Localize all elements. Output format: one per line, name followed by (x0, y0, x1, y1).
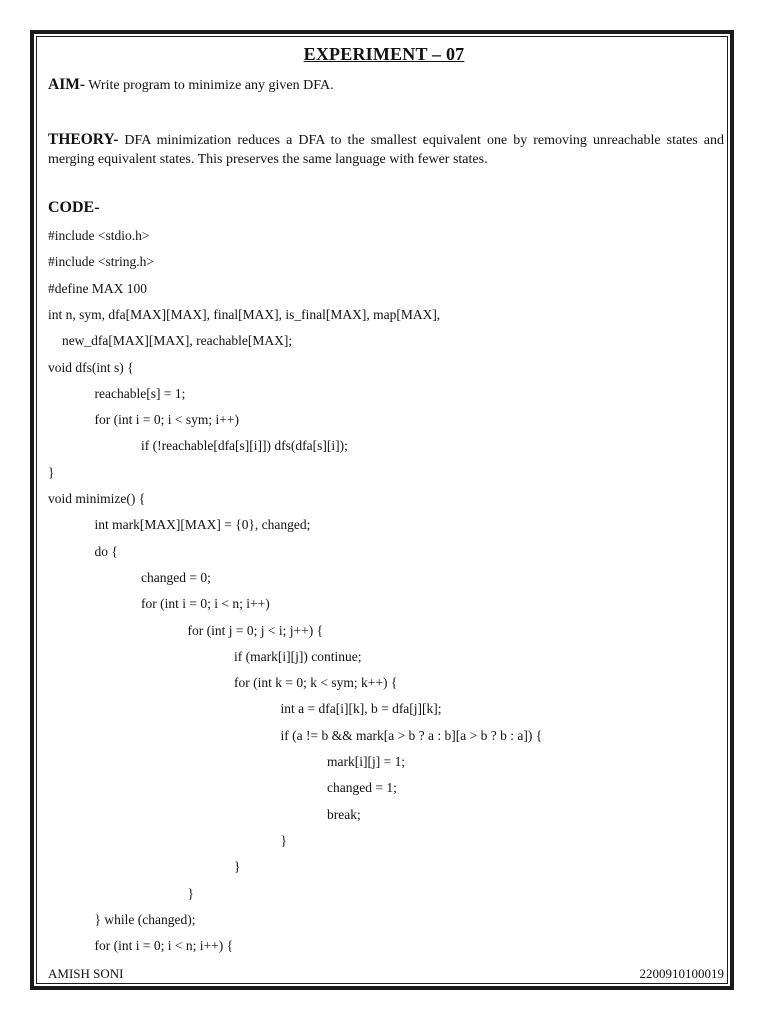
code-line: for (int i = 0; i < n; i++) { (94, 938, 234, 954)
code-line: } (280, 832, 287, 848)
code-line: changed = 0; (141, 569, 211, 585)
code-line: mark[i][j] = 1; (327, 754, 406, 769)
code-line: } (187, 885, 194, 901)
code-line: int a = dfa[i][k], b = dfa[j][k]; (280, 701, 442, 717)
experiment-title: EXPERIMENT – 07 (303, 44, 465, 64)
code-line: for (int i = 0; i < sym; i++) (94, 412, 239, 428)
code-line: do { (94, 543, 118, 559)
theory-label: THEORY- (48, 131, 119, 148)
code-line: } (234, 859, 241, 875)
code-line: for (int j = 0; j < i; j++) { (187, 622, 324, 638)
aim-text: Write program to minimize any given DFA. (85, 78, 334, 93)
theory-section (48, 130, 724, 169)
code-line: if (!reachable[dfa[s][i]]) dfs(dfa[s][i]); (141, 438, 348, 454)
code-line: for (int k = 0; k < sym; k++) { (234, 675, 398, 691)
roll-number: 2200910100019 (639, 966, 724, 981)
theory-text: DFA minimization reduces a DFA to the smallest equivalent one by removing unreachable states and merging equivalent states. This preserves the same language with fewer states. (48, 133, 724, 167)
code-line: new_dfa[MAX][MAX], reachable[MAX]; (61, 333, 293, 349)
code-line: for (int i = 0; i < n; i++) (141, 596, 270, 612)
code-line: break; (327, 806, 361, 822)
code-line: } (48, 464, 55, 480)
page-inner-border (36, 36, 728, 984)
code-line: void minimize() { (48, 491, 146, 506)
code-line: if (mark[i][j]) continue; (234, 648, 362, 664)
author-name: AMISH SONI (48, 966, 124, 981)
code-line: #include <stdio.h> (48, 228, 150, 243)
aim-section (48, 75, 724, 95)
code-line: int mark[MAX][MAX] = {0}, changed; (94, 517, 311, 533)
aim-label: AIM- (48, 76, 86, 93)
code-line: void dfs(int s) { (48, 359, 134, 375)
code-line: reachable[s] = 1; (94, 385, 186, 401)
code-line: if (a != b && mark[a > b ? a : b][a > b ? b : a]) { (280, 727, 543, 743)
code-line: } while (changed); (94, 911, 196, 927)
code-line: int n, sym, dfa[MAX][MAX], final[MAX], is_final[MAX], map[MAX], (48, 306, 441, 322)
code-line: #define MAX 100 (48, 280, 147, 296)
code-line: #include <string.h> (48, 254, 154, 270)
code-label: CODE- (48, 199, 100, 216)
code-line: changed = 1; (327, 780, 397, 796)
